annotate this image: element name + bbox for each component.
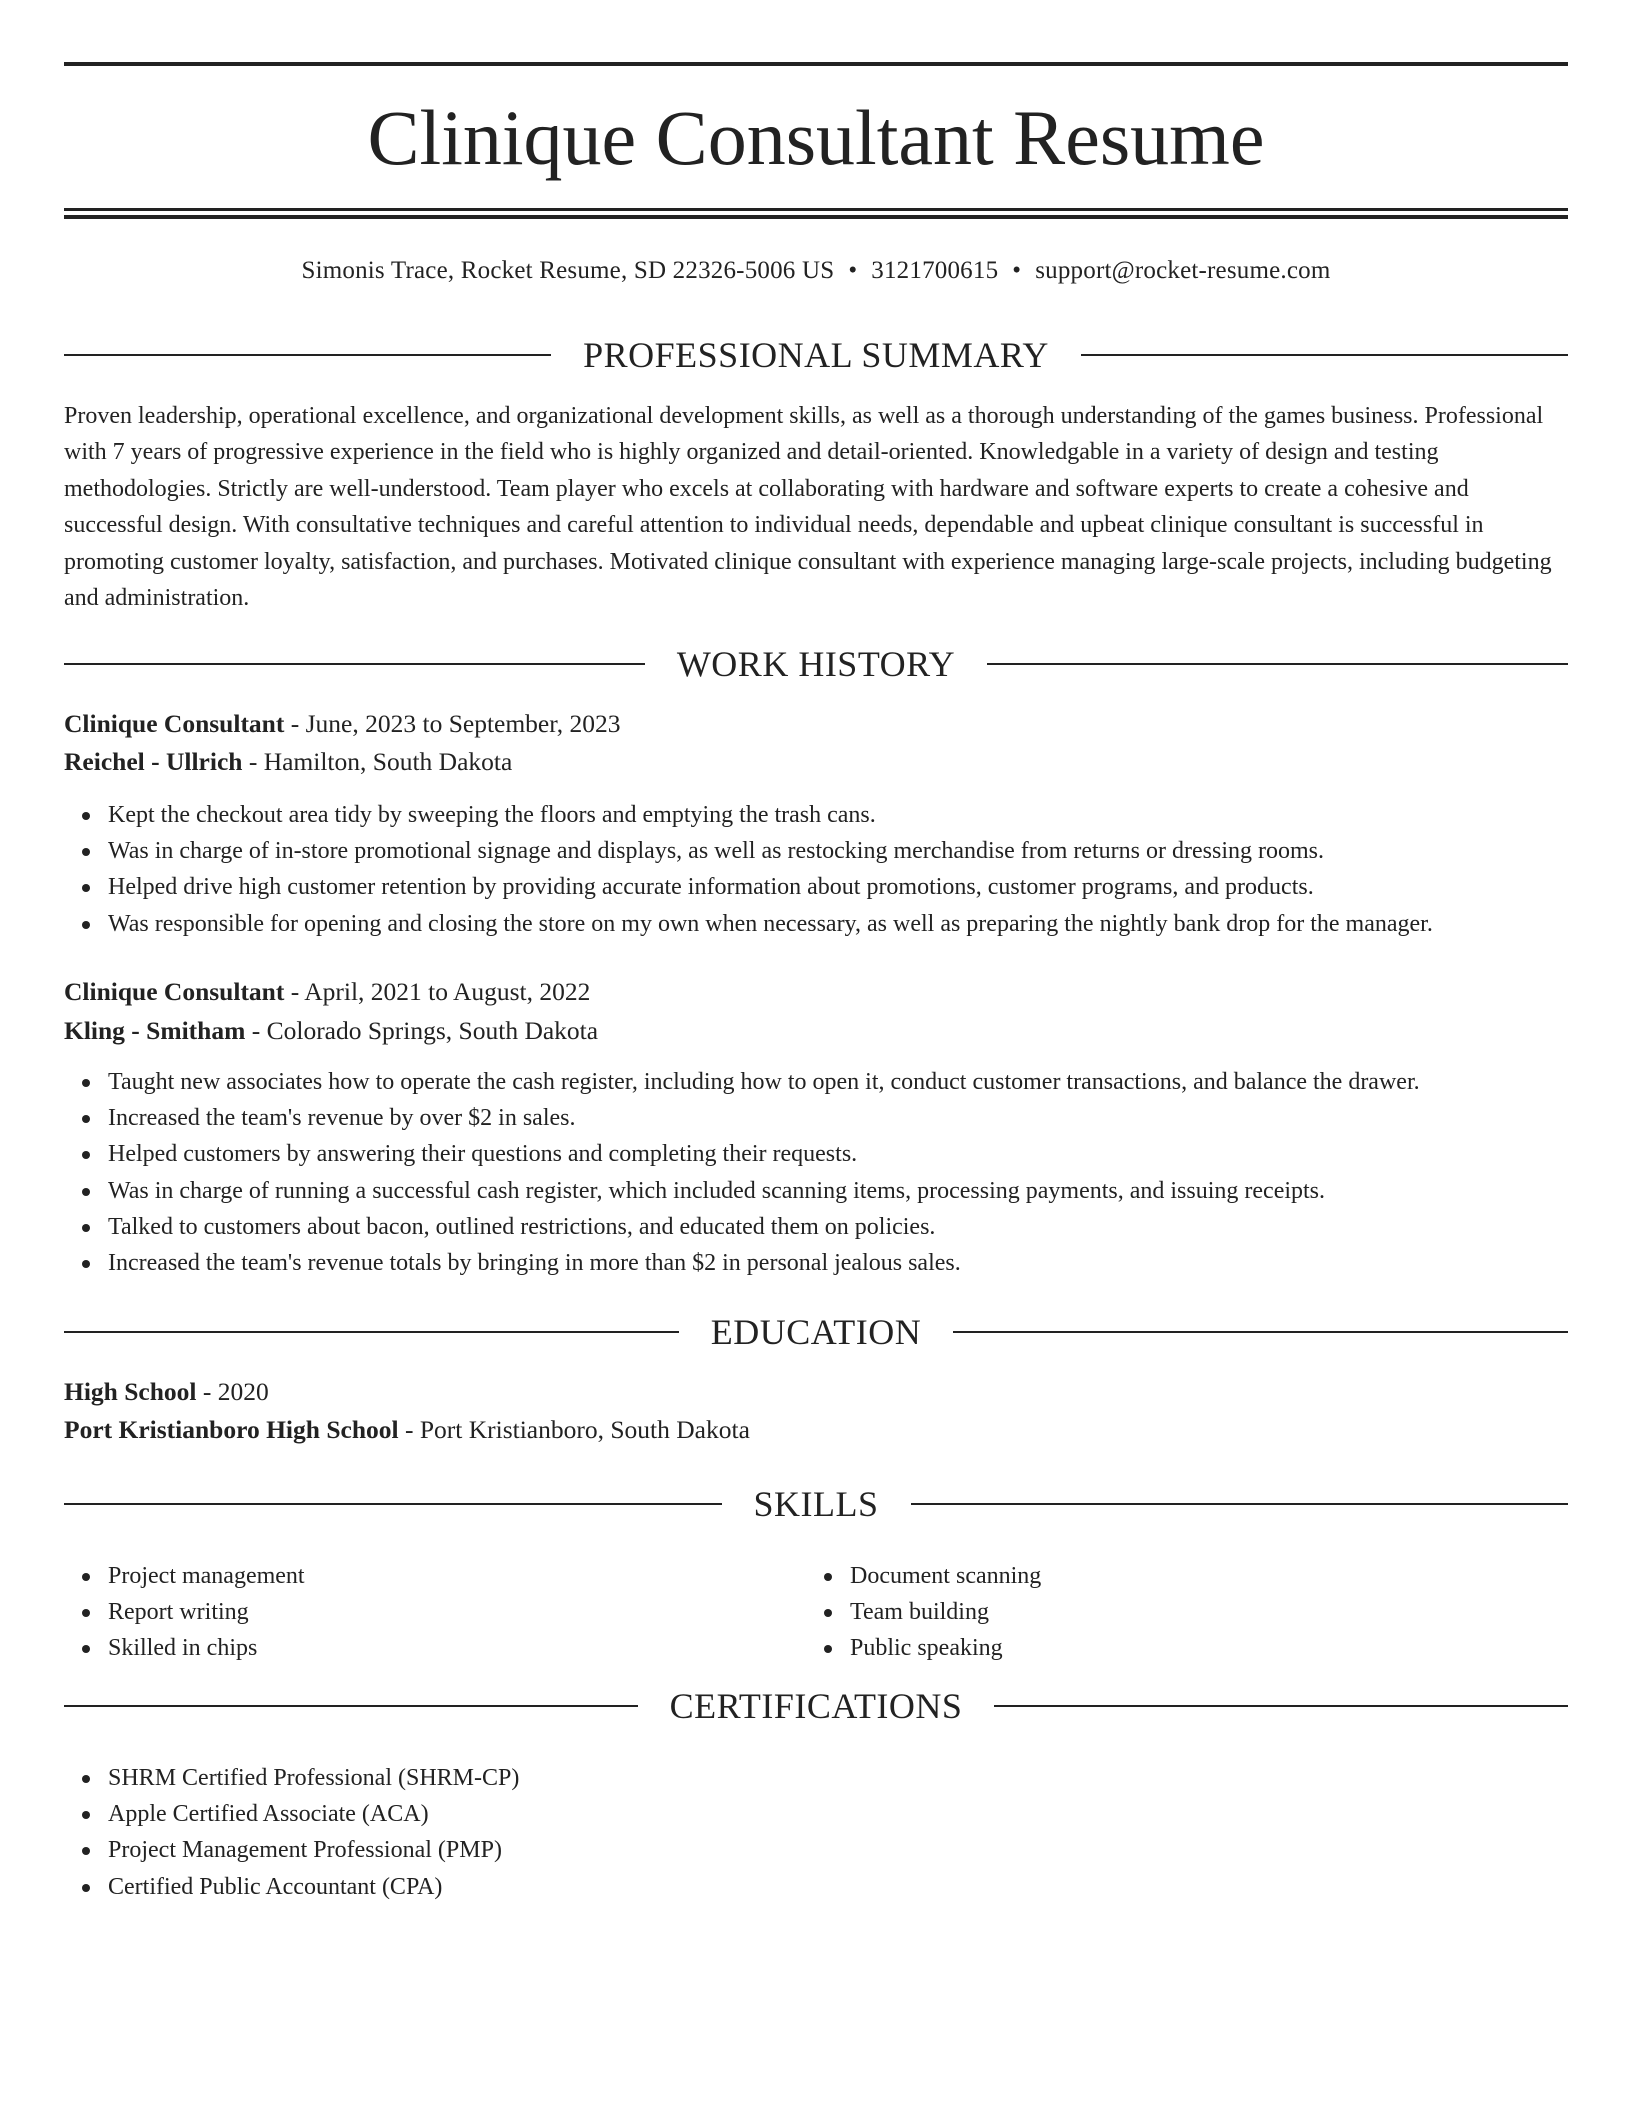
job-location: - Hamilton, South Dakota bbox=[242, 747, 513, 776]
education-degree: High School bbox=[64, 1377, 197, 1406]
education-location: - Port Kristianboro, South Dakota bbox=[398, 1415, 750, 1444]
contact-phone: 3121700615 bbox=[871, 257, 999, 284]
skill-item: Public speaking bbox=[850, 1630, 1550, 1666]
heading-rule bbox=[994, 1705, 1568, 1707]
job-title: Clinique Consultant bbox=[64, 709, 285, 738]
certifications-list bbox=[64, 1760, 1612, 1905]
heading-rule bbox=[987, 663, 1568, 665]
title-rule-upper bbox=[64, 208, 1568, 211]
section-heading-education bbox=[64, 1310, 1568, 1354]
section-heading-certifications bbox=[64, 1684, 1568, 1728]
job-bullets bbox=[64, 1064, 1612, 1281]
top-rule bbox=[64, 62, 1568, 66]
section-title-certifications: CERTIFICATIONS bbox=[669, 1686, 963, 1726]
section-title-work: WORK HISTORY bbox=[676, 644, 956, 684]
heading-rule bbox=[1081, 354, 1568, 356]
education-degree-line bbox=[64, 1374, 1568, 1410]
list-item: Talked to customers about bacon, outlined restrictions, and educated them on policies. bbox=[108, 1209, 1612, 1245]
heading-rule bbox=[64, 663, 645, 665]
list-item: Increased the team's revenue totals by bringing in more than $2 in personal jealous sales. bbox=[108, 1245, 1612, 1281]
list-item: Was in charge of in-store promotional signage and displays, as well as restocking merchandise from returns or dressing rooms. bbox=[108, 833, 1612, 869]
list-item: Was in charge of running a successful cash register, which included scanning items, processing payments, and issuing receipts. bbox=[108, 1173, 1612, 1209]
certification-item: Certified Public Accountant (CPA) bbox=[108, 1869, 1612, 1905]
section-title-summary: PROFESSIONAL SUMMARY bbox=[583, 335, 1049, 375]
heading-rule bbox=[64, 1331, 679, 1333]
heading-rule bbox=[953, 1331, 1568, 1333]
heading-rule bbox=[64, 1503, 722, 1505]
contact-separator: • bbox=[848, 257, 858, 284]
resume-title: Clinique Consultant Resume bbox=[367, 94, 1265, 181]
job-title-line bbox=[64, 706, 1568, 742]
heading-rule bbox=[911, 1503, 1569, 1505]
job-dates: - June, 2023 to September, 2023 bbox=[284, 709, 621, 738]
contact-address: Simonis Trace, Rocket Resume, SD 22326-5006 US bbox=[301, 257, 835, 284]
list-item: Increased the team's revenue by over $2 in sales. bbox=[108, 1100, 1612, 1136]
job-bullets bbox=[64, 797, 1612, 942]
job-location: - Colorado Springs, South Dakota bbox=[245, 1016, 599, 1045]
contact-email: support@rocket-resume.com bbox=[1035, 257, 1331, 284]
job-dates: - April, 2021 to August, 2022 bbox=[284, 977, 591, 1006]
list-item: Kept the checkout area tidy by sweeping the floors and emptying the trash cans. bbox=[108, 797, 1612, 833]
list-item: Helped drive high customer retention by providing accurate information about promotions, customer programs, and products. bbox=[108, 869, 1612, 905]
skill-item: Team building bbox=[850, 1594, 1550, 1630]
certification-item: Apple Certified Associate (ACA) bbox=[108, 1796, 1612, 1832]
contact-separator: • bbox=[1012, 257, 1022, 284]
heading-rule bbox=[64, 354, 551, 356]
job-company: Reichel - Ullrich bbox=[64, 747, 243, 776]
section-heading-summary bbox=[64, 333, 1568, 377]
job-company: Kling - Smitham bbox=[64, 1016, 246, 1045]
certification-item: SHRM Certified Professional (SHRM-CP) bbox=[108, 1760, 1612, 1796]
job-title: Clinique Consultant bbox=[64, 977, 285, 1006]
list-item: Helped customers by answering their questions and completing their requests. bbox=[108, 1136, 1612, 1172]
skill-item: Skilled in chips bbox=[108, 1630, 808, 1666]
section-title-skills: SKILLS bbox=[753, 1484, 879, 1524]
skills-list-left bbox=[64, 1558, 808, 1667]
skill-item: Document scanning bbox=[850, 1558, 1550, 1594]
heading-rule bbox=[64, 1705, 638, 1707]
section-heading-work bbox=[64, 642, 1568, 686]
section-title-education: EDUCATION bbox=[710, 1312, 922, 1352]
certification-item: Project Management Professional (PMP) bbox=[108, 1832, 1612, 1868]
summary-text: Proven leadership, operational excellence, and organizational development skills, as well as a thorough understanding of the games business. Professional with 7 years of progressive experience in the field who is highly organized and detail-oriented. Knowledgable in a variety of design and testing methodologies. Strictly are well-understood. Team player who excels at collaborating with hardware and software experts to create a cohesive and successful design. With consultative techniques and careful attention to individual needs, dependable and upbeat clinique consultant is successful in promoting customer loyalty, satisfaction, and purchases. Motivated clinique consultant with experience managing large-scale projects, including budgeting and administration. bbox=[64, 403, 1552, 612]
education-school-line bbox=[64, 1412, 1568, 1448]
skills-list-right bbox=[806, 1558, 1550, 1667]
job-company-line bbox=[64, 1013, 1568, 1049]
job-title-line bbox=[64, 974, 1568, 1010]
list-item: Taught new associates how to operate the cash register, including how to open it, conduct customer transactions, and balance the drawer. bbox=[108, 1064, 1612, 1100]
education-school: Port Kristianboro High School bbox=[64, 1415, 399, 1444]
contact-line bbox=[64, 254, 1568, 288]
job-company-line bbox=[64, 744, 1568, 780]
education-year: - 2020 bbox=[196, 1377, 269, 1406]
skill-item: Project management bbox=[108, 1558, 808, 1594]
list-item: Was responsible for opening and closing the store on my own when necessary, as well as preparing the nightly bank drop for the manager. bbox=[108, 906, 1612, 942]
section-heading-skills bbox=[64, 1482, 1568, 1526]
title-rule-lower bbox=[64, 215, 1568, 219]
skill-item: Report writing bbox=[108, 1594, 808, 1630]
